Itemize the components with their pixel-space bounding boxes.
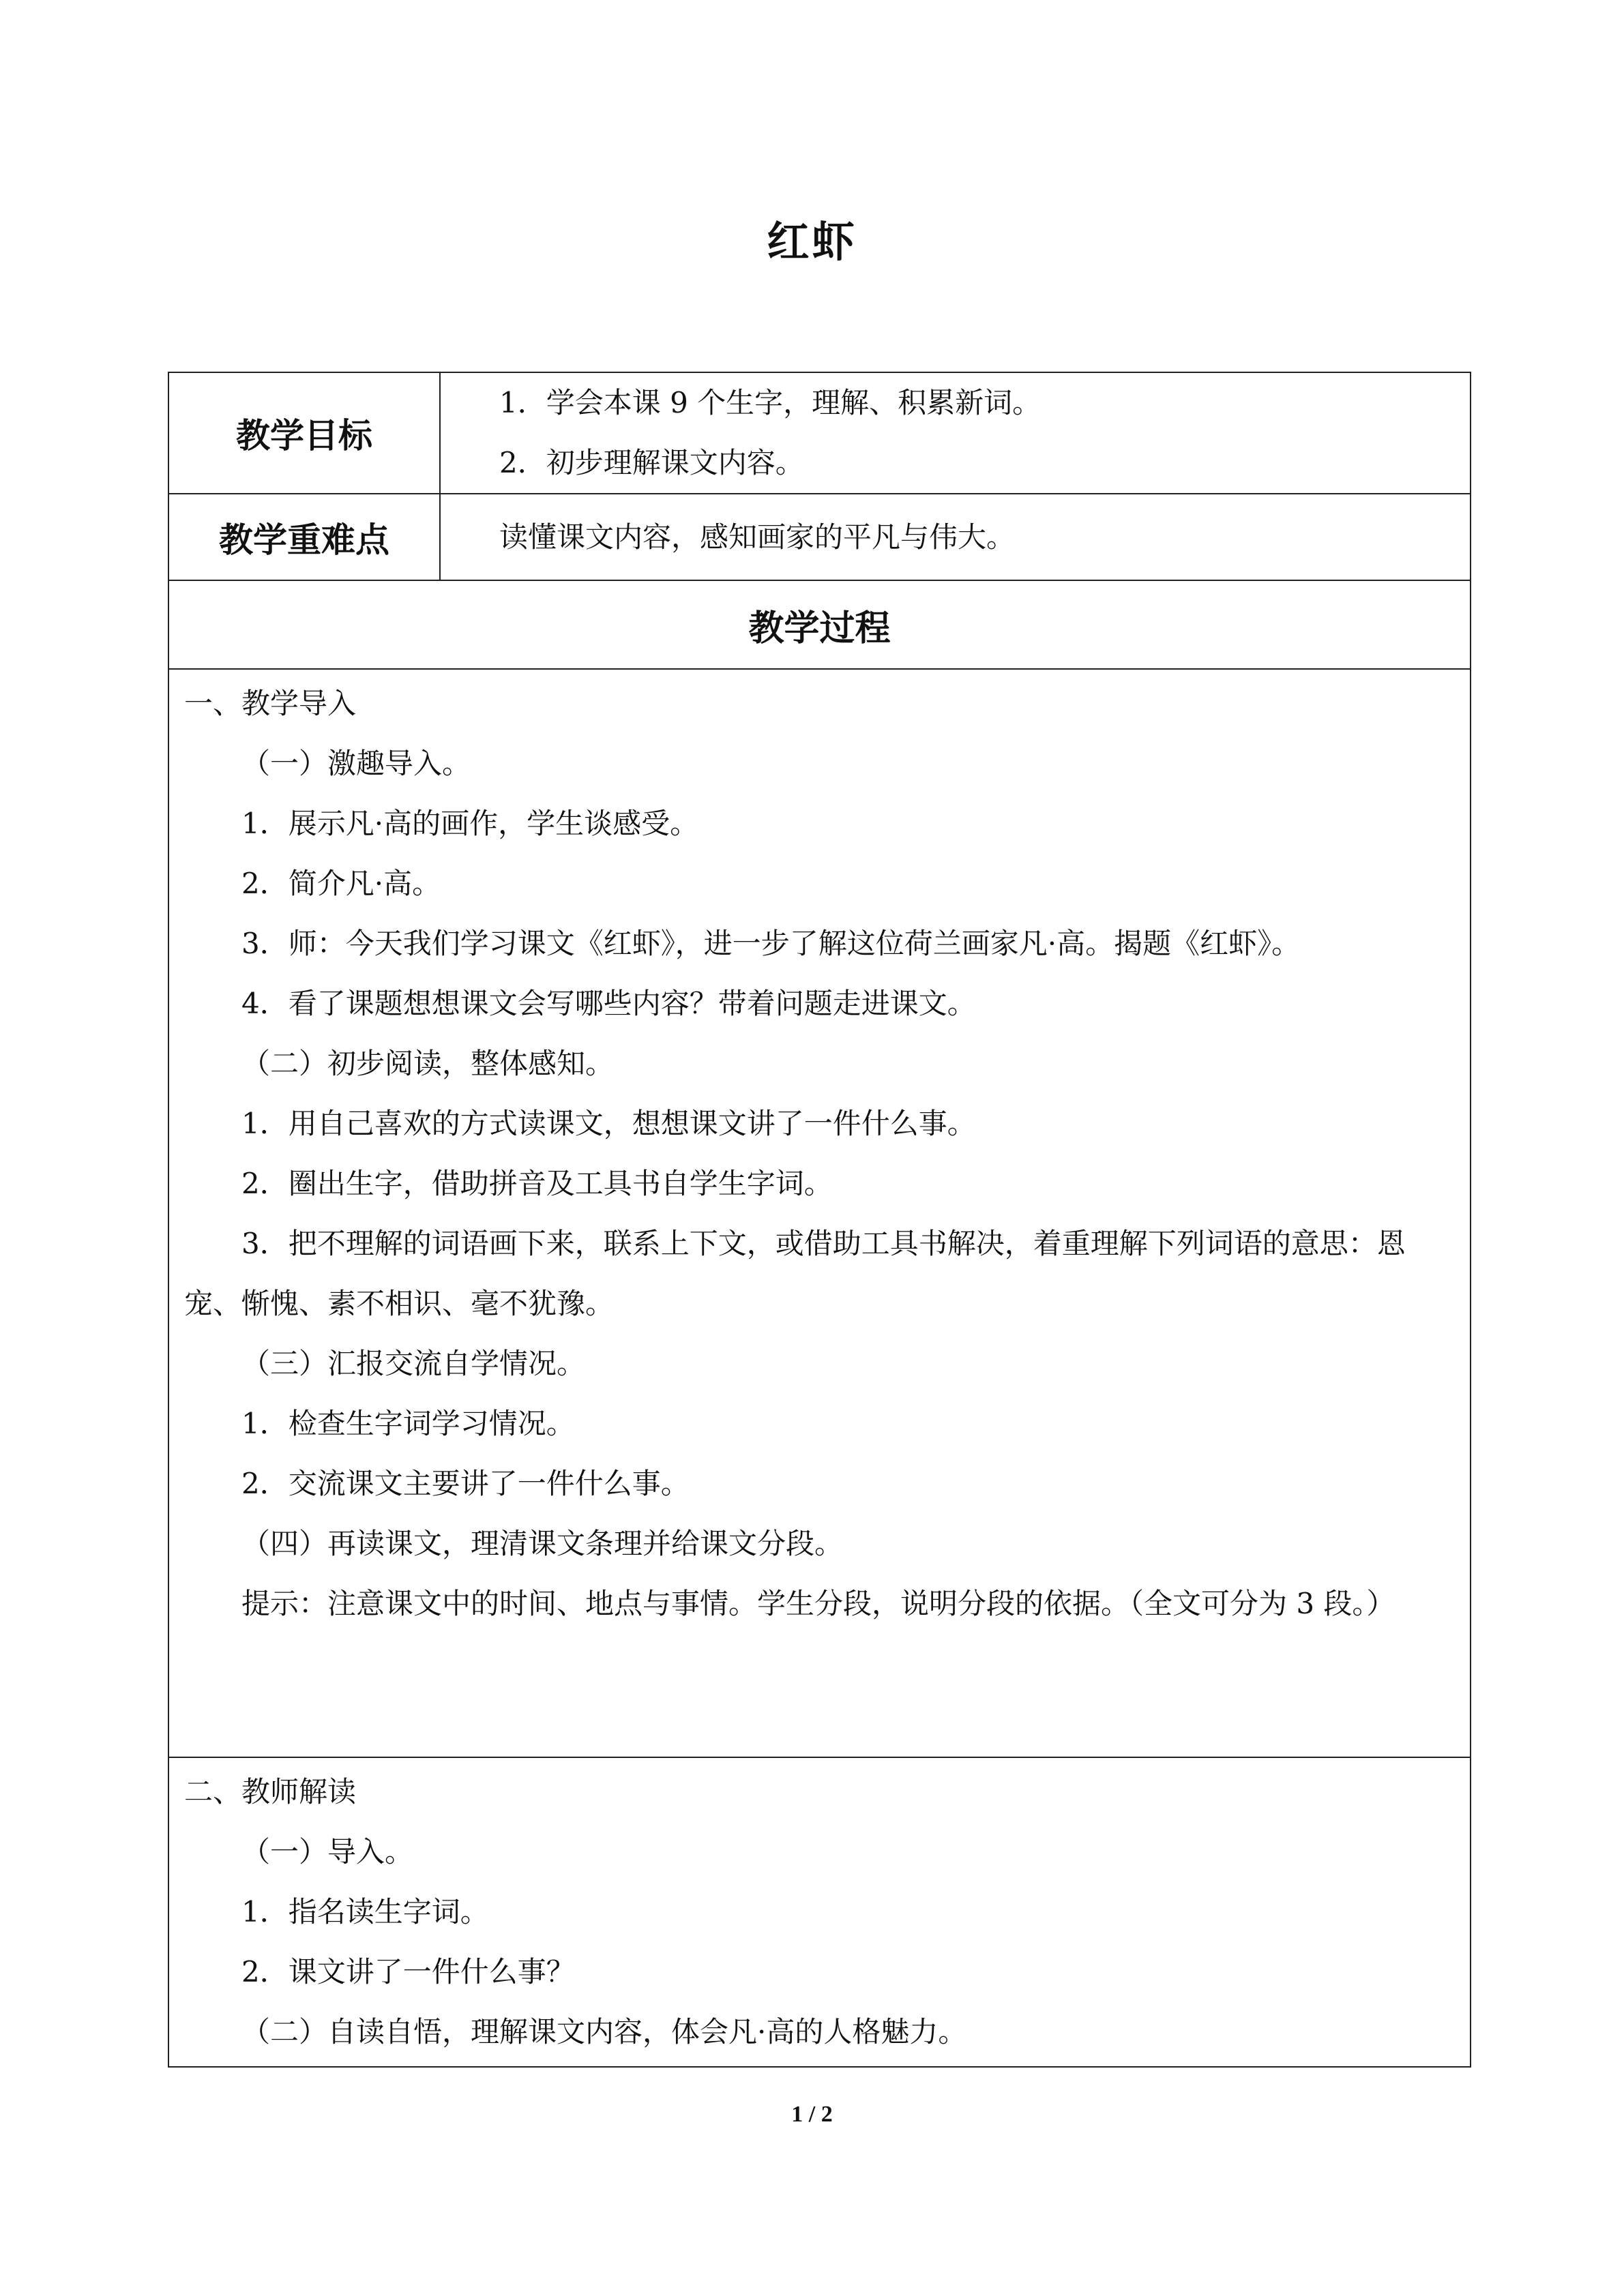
section2-row xyxy=(168,1757,1471,2067)
paragraph: （二）初步阅读，整体感知。 xyxy=(241,1047,615,1080)
paragraph: （四）再读课文，理清课文条理并给课文分段。 xyxy=(241,1527,844,1560)
section-intro xyxy=(168,669,1471,1757)
focus-text: 读懂课文内容，感知画家的平凡与伟大。 xyxy=(499,520,1016,554)
goal-item: 2．初步理解课文内容。 xyxy=(499,446,804,479)
paragraph: 提示：注意课文中的时间、地点与事情。学生分段，说明分段的依据。（全文可分为 3 段。） xyxy=(241,1587,1396,1620)
focus-row xyxy=(168,494,1471,580)
goal-label: 教学目标 xyxy=(168,372,440,494)
paragraph: （一）激趣导入。 xyxy=(241,747,471,780)
paragraph: 1．指名读生字词。 xyxy=(241,1895,489,1928)
paragraph: 2．课文讲了一件什么事？ xyxy=(241,1955,575,1988)
process-heading-row xyxy=(168,580,1471,669)
section-heading: 一、教学导入 xyxy=(184,687,357,720)
paragraph: 1．展示凡·高的画作，学生谈感受。 xyxy=(241,807,699,840)
focus-label: 教学重难点 xyxy=(168,494,440,580)
paragraph: 2．简介凡·高。 xyxy=(241,867,441,900)
goal-content xyxy=(440,372,1471,494)
process-heading: 教学过程 xyxy=(168,580,1471,669)
paragraph: （三）汇报交流自学情况。 xyxy=(241,1347,586,1380)
section-heading: 二、教师解读 xyxy=(184,1775,357,1808)
focus-content xyxy=(440,494,1471,580)
paragraph: 3．师：今天我们学习课文《红虾》，进一步了解这位荷兰画家凡·高。揭题《红虾》。 xyxy=(241,927,1301,960)
paragraph: 1．用自己喜欢的方式读课文，想想课文讲了一件什么事。 xyxy=(241,1107,976,1140)
paragraph: 2．圈出生字，借助拼音及工具书自学生字词。 xyxy=(241,1167,833,1200)
paragraph: 3．把不理解的词语画下来，联系上下文，或借助工具书解决，着重理解下列词语的意思：恩宠、惭愧、素不相识、毫不犹豫。 xyxy=(184,1227,1406,1320)
paragraph: （一）导入。 xyxy=(241,1835,414,1868)
lesson-plan-table xyxy=(168,372,1471,2068)
page-number: 1 / 2 xyxy=(791,2102,833,2127)
section-teacher-reading xyxy=(168,1757,1471,2067)
paragraph: 2．交流课文主要讲了一件什么事。 xyxy=(241,1467,690,1500)
section1-row xyxy=(168,669,1471,1757)
paragraph: 4．看了课题想想课文会写哪些内容？带着问题走进课文。 xyxy=(241,987,976,1020)
paragraph: 1．检查生字词学习情况。 xyxy=(241,1407,575,1440)
document-title: 红虾 xyxy=(767,217,857,267)
goal-item: 1．学会本课 9 个生字，理解、积累新词。 xyxy=(499,386,1042,419)
goal-row xyxy=(168,372,1471,494)
paragraph: （二）自读自悟，理解课文内容，体会凡·高的人格魅力。 xyxy=(241,2015,967,2048)
